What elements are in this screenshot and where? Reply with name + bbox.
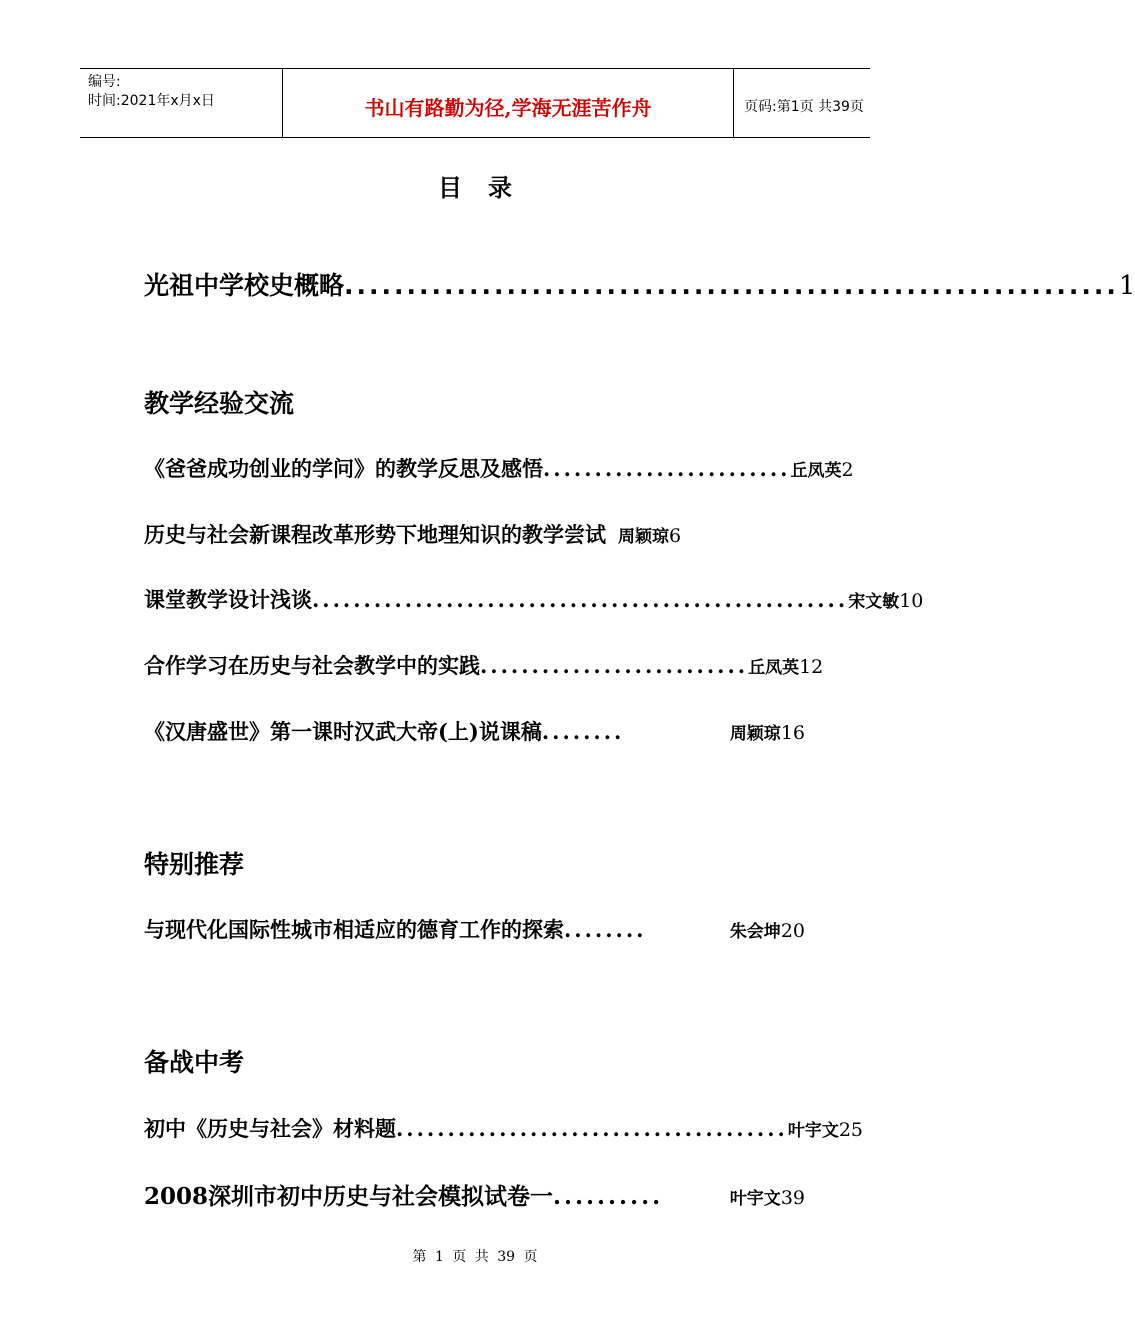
toc-entry-title: 光祖中学校史概略: [144, 271, 345, 300]
toc-entry-title: 初中《历史与社会》材料题: [144, 1116, 396, 1141]
header-page-info: 页码:第1页 共39页: [744, 99, 864, 115]
section-heading: 特别推荐: [144, 850, 245, 879]
toc-entry-title: 2008深圳市初中历史与社会模拟试卷一: [144, 1183, 554, 1210]
page-footer: 第 1 页 共 39 页: [412, 1249, 538, 1265]
toc-entry-author: 叶宇文: [729, 1189, 781, 1209]
toc-entry-author: 宋文敏: [848, 592, 900, 612]
toc-entry-page: 10: [899, 590, 924, 612]
toc-entry-page: 2: [841, 459, 854, 481]
toc-leader-dots: ..........................: [480, 653, 749, 678]
toc-entry-page: 6: [669, 525, 682, 547]
page-header: [80, 68, 870, 138]
toc-leader-dots: ......................................: [396, 1116, 788, 1141]
toc-entry-page: 39: [780, 1187, 805, 1209]
toc-entry-title: 《汉唐盛世》第一课时汉武大帝(上)说课稿: [144, 719, 542, 744]
toc-entry[interactable]: [144, 716, 805, 746]
toc-entry-author: 丘凤英: [790, 461, 842, 481]
section-heading: 备战中考: [144, 1048, 245, 1077]
toc-entry[interactable]: [144, 584, 924, 614]
toc-entry[interactable]: [144, 1178, 805, 1211]
toc-entry[interactable]: [144, 519, 805, 549]
toc-entry-author: 周颖琼: [729, 724, 781, 744]
toc-entry-page: 20: [780, 920, 805, 942]
document-number-label: 编号:: [88, 74, 121, 90]
header-motto: 书山有路勤为径,学海无涯苦作舟: [282, 69, 734, 137]
toc-entry-author: 丘凤英: [748, 658, 800, 678]
toc-entry[interactable]: [144, 914, 805, 944]
toc-leader-dots: ..........: [553, 1183, 664, 1210]
header-meta: [80, 69, 282, 137]
toc-entry-title: 与现代化国际性城市相适应的德育工作的探索: [144, 917, 564, 942]
toc-leader-dots: ........: [541, 719, 625, 744]
section-heading: 教学经验交流: [144, 389, 295, 418]
toc-entry-page: 25: [838, 1119, 864, 1141]
toc-entry[interactable]: [144, 1113, 864, 1143]
toc-entry-title: 《爸爸成功创业的学问》的教学反思及感悟: [144, 456, 543, 481]
toc-entry[interactable]: [144, 650, 824, 680]
document-time-label: 时间:2021年x月x日: [88, 93, 215, 109]
toc-title: 目录: [438, 174, 538, 202]
toc-leader-dots: ........................: [543, 456, 791, 481]
toc-entry-author: 周颖琼: [618, 527, 669, 547]
toc-entry-author: 叶宇文: [787, 1121, 839, 1141]
toc-entry-author: 朱会坤: [729, 922, 781, 942]
toc-entry-main[interactable]: [144, 266, 1135, 302]
toc-entry-title: 历史与社会新课程改革形势下地理知识的教学尝试: [144, 522, 606, 547]
toc-leader-dots: ..............................................................: [344, 271, 1119, 300]
toc-entry[interactable]: [144, 453, 854, 483]
toc-entry-page: 16: [780, 722, 805, 744]
toc-entry-page: 12: [799, 656, 824, 678]
toc-entry-title: 合作学习在历史与社会教学中的实践: [144, 653, 480, 678]
toc-leader-dots: ........: [564, 917, 647, 942]
toc-leader-dots: ....................................................: [312, 587, 849, 612]
toc-entry-title: 课堂教学设计浅谈: [144, 587, 312, 612]
toc-entry-page: 1: [1118, 271, 1135, 301]
